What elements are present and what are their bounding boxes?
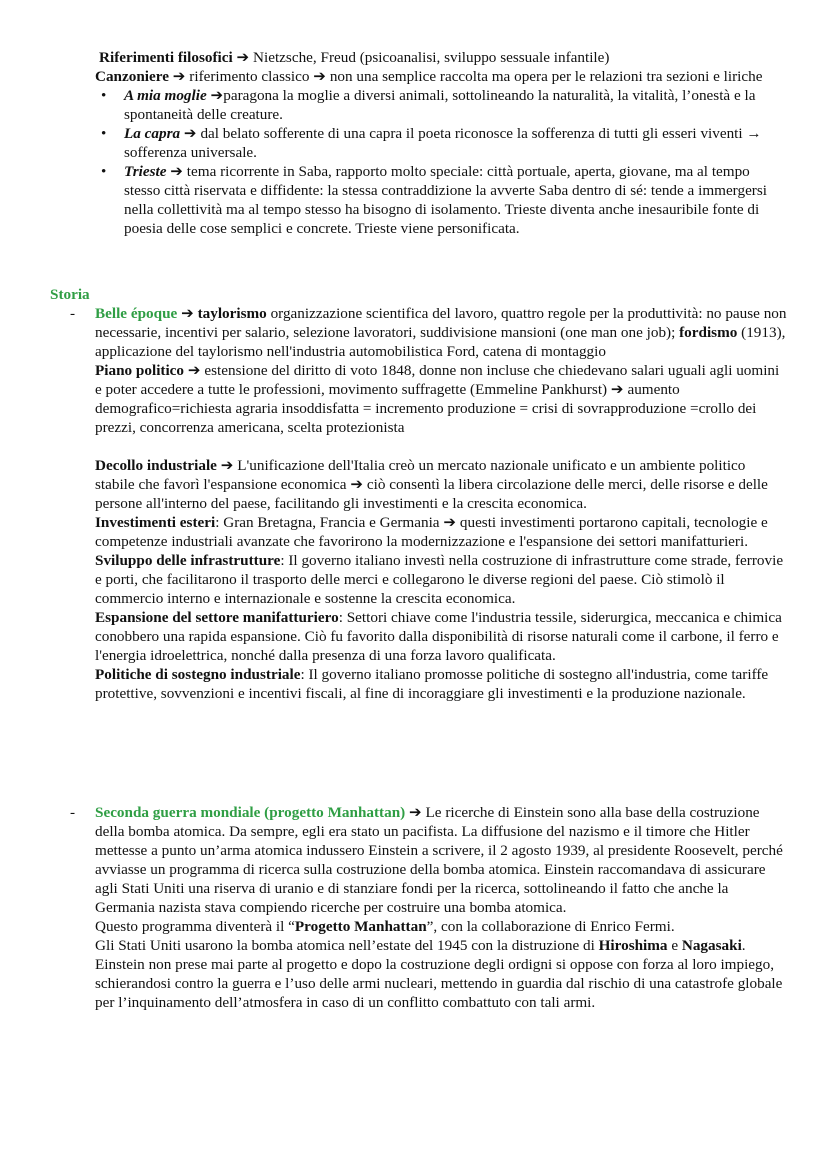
manifatturiero-text: : Settori chiave come l'industria tessile, siderurgica, meccanica e chimica conobbero una rapida espansione. Ciò fu favorito dalla disponibilità di risorse naturali come il carbone, il ferro e l'energia idroelettrica, nonché dalla presenza di una forza lavoro qualificata.	[95, 609, 782, 664]
programma-line	[95, 917, 788, 936]
section-heading-storia: Storia	[50, 286, 90, 303]
taylorismo-paragraph	[95, 304, 788, 361]
taylorismo-text: organizzazione scientifica del lavoro, quattro regole per la produttività: no pause non necessarie, incentivi per salario, selezione lavoratori, suddivisione mansioni (one man one job);	[95, 305, 787, 341]
piano-politico-text: aumento demografico=richiesta agraria insoddisfatta = incremento produzione = crisi di sovrapproduzione =crollo dei prezzi, concorrenza americana, scelta protezionista	[95, 381, 757, 436]
belle-epoque-label: Belle époque	[95, 305, 178, 322]
canzoniere-line	[95, 67, 788, 86]
arrow-right-icon: ➔	[183, 125, 197, 142]
list-item	[95, 124, 788, 162]
infrastrutture-text: : Il governo italiano investì nella costruzione di infrastrutture come strade, ferrovie e porti, che facilitarono il trasporto delle merci e collegarono le diverse regioni del paese. Ciò stimolò il commercio interno e internazionale e sostenne la crescita economica.	[95, 552, 784, 607]
programma-text: Questo programma diventerà il “	[95, 918, 295, 935]
poem-text: tema ricorrente in Saba, rapporto molto speciale: città portuale, aperta, giovane, ma al tempo stesso città riservata e diffidente: la stessa contraddizione la avverte Saba dentro di sé: tende a immergersi nella collettività ma al tempo stesso ha bisogno di isolamento. Trieste diventa anche inesauribile fonte di poesia delle cose semplici e concrete. Trieste viene personificata.	[124, 163, 767, 237]
taylorismo-label: taylorismo	[197, 305, 267, 322]
arrow-right-icon: ➔	[220, 457, 234, 474]
dash-marker: -	[70, 804, 76, 821]
manhattan-paragraph	[95, 803, 788, 917]
manifatturiero-label: Espansione del settore manifatturiero	[95, 609, 339, 626]
poem-title: A mia moglie	[124, 87, 207, 104]
nagasaki-label: Nagasaki	[681, 937, 742, 954]
seconda-guerra-block	[95, 803, 788, 1012]
arrow-right-icon: ➔	[170, 163, 183, 180]
investimenti-text: : Gran Bretagna, Francia e Germania	[215, 514, 440, 531]
saba-notes	[95, 48, 788, 238]
poem-title: La capra	[124, 125, 181, 142]
piano-politico-text: estensione del diritto di voto 1848, donne non incluse che chiedevano salari uguali agli uomini e poter accedere a tutte le professioni, movimento suffragette (Emmeline Pankhurst)	[95, 362, 780, 398]
arrow-right-icon: ➔	[443, 514, 457, 531]
sostegno-label: Politiche di sostegno industriale	[95, 666, 301, 683]
poem-text: dal belato sofferente di una capra il poeta riconosce la sofferenza di tutti gli esseri viventi → sofferenza universale.	[124, 125, 762, 161]
poems-list	[95, 86, 788, 238]
arrow-right-icon: ➔	[236, 49, 250, 66]
arrow-right-icon: ➔	[187, 362, 201, 379]
fordismo-text: (1913), applicazione del taylorismo nell'industria automobilistica Ford, catena di montaggio	[95, 324, 786, 360]
arrow-right-icon: ➔	[210, 87, 224, 104]
infrastrutture-paragraph	[95, 551, 788, 608]
piano-politico-label: Piano politico	[95, 362, 185, 379]
investimenti-text: questi investimenti portarono capitali, tecnologie e competenze industriali avanzate che favorirono la modernizzazione e l'espansione dei settori manifatturieri.	[95, 514, 768, 550]
infrastrutture-label: Sviluppo delle infrastrutture	[95, 552, 281, 569]
investimenti-label: Investimenti esteri	[95, 514, 216, 531]
decollo-label: Decollo industriale	[95, 457, 217, 474]
arrow-right-icon: ➔	[181, 305, 194, 322]
sostegno-text: : Il governo italiano promosse politiche di sostegno all'industria, come tariffe protettive, sovvenzioni e incentivi fiscali, al fine di incoraggiare gli investimenti e la produzione nazionale.	[95, 666, 769, 702]
progetto-manhattan-label: Progetto Manhattan	[294, 918, 427, 935]
usa-text: Gli Stati Uniti usarono la bomba atomica nell’estate del 1945 con la distruzione di	[95, 937, 595, 954]
programma-text: ”, con la collaborazione di Enrico Fermi.	[426, 918, 675, 935]
piano-politico-paragraph	[95, 361, 788, 437]
seconda-guerra-label: Seconda guerra mondiale (progetto Manhattan)	[95, 804, 406, 821]
hiroshima-label: Hiroshima	[598, 937, 668, 954]
canzoniere-text: riferimento classico	[189, 68, 310, 85]
riferimenti-filosofici-line	[95, 48, 788, 67]
investimenti-paragraph	[95, 513, 788, 551]
arrow-right-icon: ➔	[610, 381, 624, 398]
filosofici-label: Riferimenti filosofici	[99, 49, 233, 66]
dash-marker: -	[70, 305, 76, 322]
filosofici-text: Nietzsche, Freud (psicoanalisi, sviluppo sessuale infantile)	[253, 49, 610, 66]
usa-text: . Einstein non prese mai parte al progetto e dopo la costruzione degli ordigni si oppose con forza al loro impiego, schierandosi contro la guerra e l’uso delle armi nucleari, mettendo in guardia dal rischio di una catastrofe globale per l’inquinamento dell’atmosfera in caso di un conflitto combattuto con tali armi.	[95, 937, 783, 1011]
belle-epoque-block	[95, 304, 788, 703]
list-item	[95, 162, 788, 238]
decollo-paragraph	[95, 456, 788, 513]
decollo-text: L'unificazione dell'Italia creò un mercato nazionale unificato e un ambiente politico stabile che favorì l'espansione economica	[95, 457, 746, 493]
arrow-right-icon: ➔	[172, 68, 186, 85]
canzoniere-text: non una semplice raccolta ma opera per le relazioni tra sezioni e liriche	[329, 68, 763, 85]
usa-paragraph	[95, 936, 788, 1012]
sostegno-paragraph	[95, 665, 788, 703]
poem-title: Trieste	[124, 163, 167, 180]
manifatturiero-paragraph	[95, 608, 788, 665]
usa-text: e	[671, 937, 679, 954]
decollo-text: ciò consentì la libera circolazione delle merci, delle risorse e delle persone all'interno del paese, facilitando gli investimenti e la crescita economica.	[95, 476, 768, 512]
arrow-right-icon: ➔	[409, 804, 422, 821]
arrow-right-icon: ➔	[350, 476, 364, 493]
list-item	[95, 86, 788, 124]
arrow-right-icon: ➔	[313, 68, 327, 85]
seconda-guerra-text: Le ricerche di Einstein sono alla base della costruzione della bomba atomica. Da sempre, egli era stato un pacifista. La diffusione del nazismo e il timore che Hitler mettesse a punto un’arma atomica indussero Einstein a scrivere, il 2 agosto 1939, al presidente Roosevelt, perché avviasse un programma di ricerca sulla costruzione della bomba atomica. Einstein raccomandava di assicurare agli Stati Uniti una riserva di uranio e di stanziare fondi per la ricerca, sottolineando il fatto che anche la Germania nazista stava compiendo ricerche per costruire una bomba atomica.	[95, 804, 783, 916]
fordismo-label: fordismo	[679, 324, 738, 341]
poem-text: paragona la moglie a diversi animali, sottolineando la naturalità, la vitalità, l’onestà e la spontaneità delle creature.	[124, 87, 756, 123]
canzoniere-label: Canzoniere	[95, 68, 169, 85]
